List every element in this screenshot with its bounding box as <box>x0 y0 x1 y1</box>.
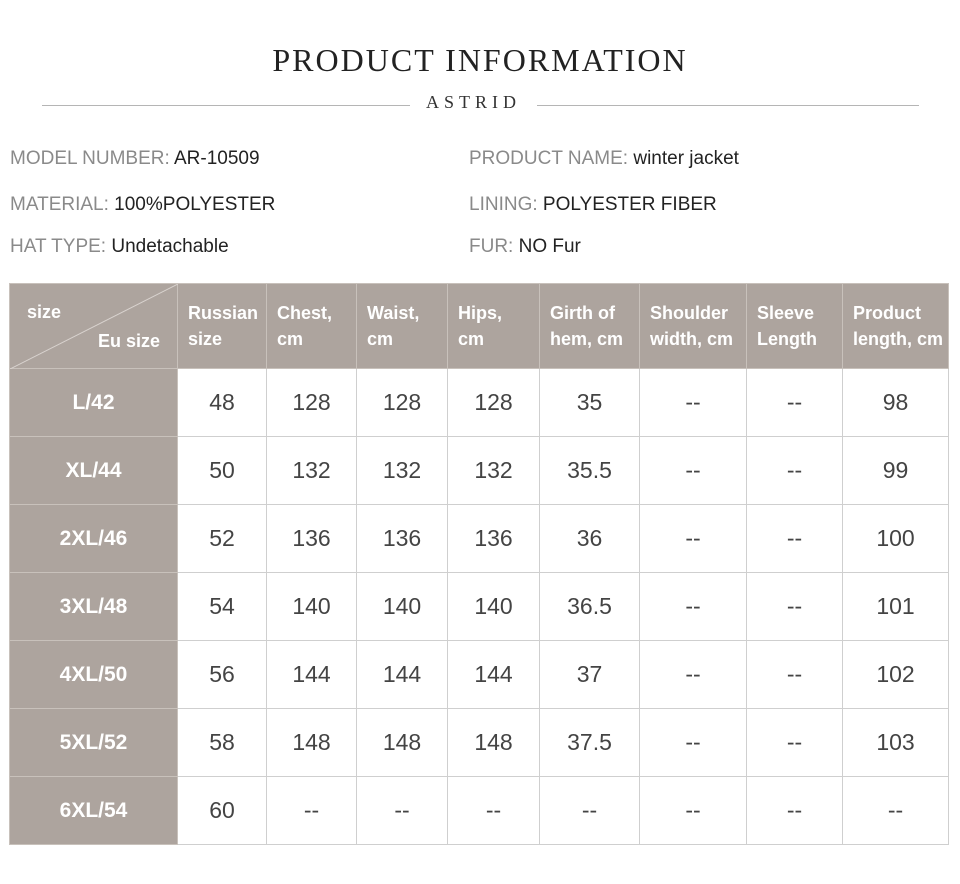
cell-shoulder-width: -- <box>640 437 747 505</box>
cell-product-length: 102 <box>843 641 949 709</box>
header-russian-size: Russian size <box>178 284 267 369</box>
cell-waist: 144 <box>357 641 448 709</box>
table-row <box>10 369 949 437</box>
cell-sleeve-length: -- <box>747 369 843 437</box>
cell-girth-of-hem: -- <box>540 777 640 845</box>
cell-russian-size: 52 <box>178 505 267 573</box>
table-row <box>10 437 949 505</box>
header-sleeve-length: Sleeve Length <box>747 284 843 369</box>
cell-hips: 148 <box>448 709 540 777</box>
size-corner-header <box>10 284 178 369</box>
model-number-label: MODEL NUMBER: <box>10 148 170 169</box>
fur-label: FUR: <box>469 236 514 257</box>
cell-product-length: 98 <box>843 369 949 437</box>
cell-shoulder-width: -- <box>640 709 747 777</box>
header-hips: Hips, cm <box>448 284 540 369</box>
cell-waist: 132 <box>357 437 448 505</box>
product-name-info <box>469 148 739 170</box>
header-product-length: Product length, cm <box>843 284 949 369</box>
table-body <box>10 369 949 845</box>
cell-russian-size: 50 <box>178 437 267 505</box>
cell-sleeve-length: -- <box>747 505 843 573</box>
table-header-row <box>10 284 949 369</box>
page-title: PRODUCT INFORMATION <box>272 42 688 78</box>
cell-waist: 148 <box>357 709 448 777</box>
cell-girth-of-hem: 37.5 <box>540 709 640 777</box>
model-number-value: AR-10509 <box>174 148 260 169</box>
cell-chest: 136 <box>267 505 357 573</box>
cell-girth-of-hem: 36.5 <box>540 573 640 641</box>
fur-info <box>469 236 581 258</box>
cell-girth-of-hem: 36 <box>540 505 640 573</box>
cell-chest: 128 <box>267 369 357 437</box>
cell-sleeve-length: -- <box>747 641 843 709</box>
corner-size-label: size <box>27 302 62 322</box>
cell-chest: 140 <box>267 573 357 641</box>
hat-type-info <box>10 236 229 258</box>
table-row <box>10 641 949 709</box>
table-row <box>10 505 949 573</box>
corner-eu-size-label: Eu size <box>98 331 161 351</box>
cell-russian-size: 60 <box>178 777 267 845</box>
cell-hips: 136 <box>448 505 540 573</box>
hat-type-label: HAT TYPE: <box>10 236 107 257</box>
cell-waist: 140 <box>357 573 448 641</box>
size-chart-table <box>9 283 949 845</box>
cell-chest: 132 <box>267 437 357 505</box>
cell-hips: 132 <box>448 437 540 505</box>
cell-girth-of-hem: 35 <box>540 369 640 437</box>
cell-sleeve-length: -- <box>747 709 843 777</box>
cell-shoulder-width: -- <box>640 369 747 437</box>
cell-hips: 140 <box>448 573 540 641</box>
model-number-info <box>10 148 260 170</box>
cell-product-length: -- <box>843 777 949 845</box>
cell-shoulder-width: -- <box>640 505 747 573</box>
cell-russian-size: 58 <box>178 709 267 777</box>
cell-waist: -- <box>357 777 448 845</box>
cell-russian-size: 56 <box>178 641 267 709</box>
row-size-label: L/42 <box>10 369 178 437</box>
cell-sleeve-length: -- <box>747 437 843 505</box>
divider-line-right <box>537 105 919 106</box>
lining-info <box>469 194 717 216</box>
row-size-label: 3XL/48 <box>10 573 178 641</box>
table-row <box>10 573 949 641</box>
fur-value: NO Fur <box>518 236 581 257</box>
brand-name: ASTRID <box>425 92 521 112</box>
cell-shoulder-width: -- <box>640 641 747 709</box>
cell-girth-of-hem: 37 <box>540 641 640 709</box>
cell-waist: 136 <box>357 505 448 573</box>
material-info <box>10 194 275 216</box>
hat-type-value: Undetachable <box>111 236 229 257</box>
header-chest: Chest, cm <box>267 284 357 369</box>
cell-russian-size: 54 <box>178 573 267 641</box>
cell-chest: 148 <box>267 709 357 777</box>
cell-sleeve-length: -- <box>747 573 843 641</box>
cell-russian-size: 48 <box>178 369 267 437</box>
product-name-label: PRODUCT NAME: <box>469 148 629 169</box>
product-name-value: winter jacket <box>633 148 739 169</box>
cell-girth-of-hem: 35.5 <box>540 437 640 505</box>
cell-product-length: 101 <box>843 573 949 641</box>
row-size-label: XL/44 <box>10 437 178 505</box>
header-shoulder-width: Shoulder width, cm <box>640 284 747 369</box>
header-girth-of-hem: Girth of hem, cm <box>540 284 640 369</box>
cell-shoulder-width: -- <box>640 777 747 845</box>
divider-line-left <box>42 105 410 106</box>
cell-sleeve-length: -- <box>747 777 843 845</box>
row-size-label: 6XL/54 <box>10 777 178 845</box>
cell-product-length: 99 <box>843 437 949 505</box>
cell-hips: 128 <box>448 369 540 437</box>
table-row <box>10 709 949 777</box>
table-row <box>10 777 949 845</box>
lining-label: LINING: <box>469 194 538 215</box>
cell-chest: 144 <box>267 641 357 709</box>
brand-divider <box>42 92 919 118</box>
header-waist: Waist, cm <box>357 284 448 369</box>
row-size-label: 2XL/46 <box>10 505 178 573</box>
cell-chest: -- <box>267 777 357 845</box>
lining-value: POLYESTER FIBER <box>542 194 717 215</box>
cell-waist: 128 <box>357 369 448 437</box>
row-size-label: 5XL/52 <box>10 709 178 777</box>
cell-product-length: 103 <box>843 709 949 777</box>
material-value: 100%POLYESTER <box>114 194 276 215</box>
cell-hips: -- <box>448 777 540 845</box>
corner-diagonal <box>10 284 178 369</box>
cell-hips: 144 <box>448 641 540 709</box>
row-size-label: 4XL/50 <box>10 641 178 709</box>
cell-shoulder-width: -- <box>640 573 747 641</box>
cell-product-length: 100 <box>843 505 949 573</box>
material-label: MATERIAL: <box>10 194 109 215</box>
